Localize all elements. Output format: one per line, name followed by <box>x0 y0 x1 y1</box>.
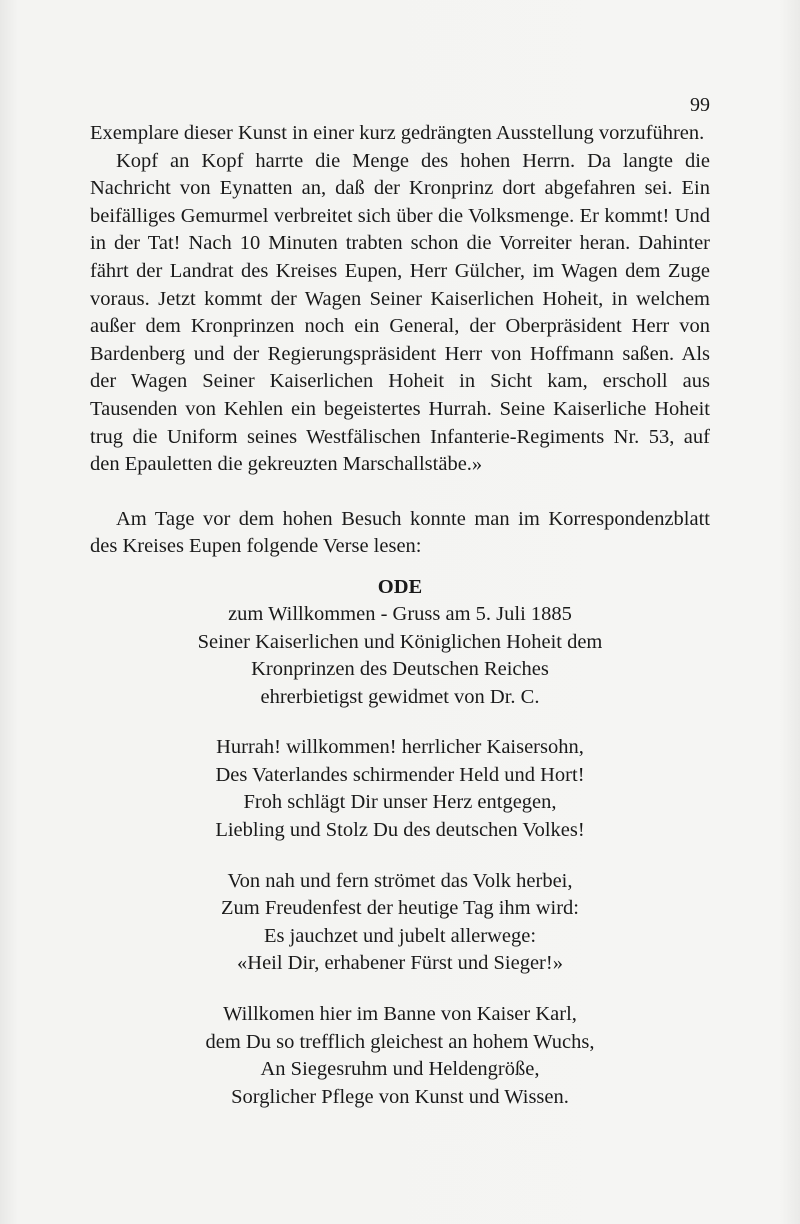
page-number: 99 <box>690 94 710 116</box>
paragraph-gap <box>90 479 710 506</box>
poem <box>90 573 710 1112</box>
poem-dedication <box>90 601 710 711</box>
poem-stanza-1 <box>90 734 710 844</box>
verse-line: Hurrah! willkommen! herrlicher Kaisersohn, <box>216 736 584 759</box>
verse-line: Liebling und Stolz Du des deutschen Volkes! <box>215 819 585 842</box>
verse-line: Des Vaterlandes schirmender Held und Hort! <box>215 763 585 786</box>
verse-line: Es jauchzet und jubelt allerwege: <box>263 924 537 947</box>
verse-line: Willkomen hier im Banne von Kaiser Karl, <box>223 1003 577 1026</box>
poem-stanza-3 <box>90 1001 710 1111</box>
verse-line: Froh schlägt Dir unser Herz entgegen, <box>243 791 557 814</box>
verse-line: «Heil Dir, erhabener Fürst und Sieger!» <box>237 952 563 975</box>
verse-line: dem Du so trefflich gleichest an hohem Wuchs, <box>205 1030 595 1053</box>
dedication-line: Seiner Kaiserlichen und Königlichen Hoheit dem <box>197 630 603 653</box>
verse-line: Sorglicher Pflege von Kunst und Wissen. <box>231 1085 569 1108</box>
poem-title: ODE <box>377 575 423 598</box>
paragraph-3: Am Tage vor dem hohen Besuch konnte man im Korrespondenzblatt des Kreises Eupen folgende Verse lesen: <box>90 507 710 558</box>
dedication-line: zum Willkommen - Gruss am 5. Juli 1885 <box>228 602 572 625</box>
verse-line: Zum Freudenfest der heutige Tag ihm wird: <box>221 897 579 920</box>
paragraph-2: Kopf an Kopf harrte die Menge des hohen Herrn. Da langte die Nachricht von Eynatten an, daß der Kronprinz dort abgefahren sei. Ein beifälliges Gemurmel verbreitet sich über die Volksmenge. Er kommt! Und in der Tat! Nach 10 Minuten trabten schon die Vorreiter heran. Dahinter fährt der Landrat des Kreises Eupen, Herr Gülcher, im Wagen dem Zuge voraus. Jetzt kommt der Wagen Seiner Kaiserlichen Hoheit, in welchem außer dem Kronprinzen noch ein General, der Oberpräsident Herr von Bardenberg und der Regierungspräsident Herr von Hoffmann saßen. Als der Wagen Seiner Kaiserlichen Hoheit in Sicht kam, erscholl aus Tausenden von Kehlen ein begeistertes Hurrah. Seine Kaiserliche Hoheit trug die Uniform seines Westfälischen Infanterie-Regiments Nr. 53, auf den Epauletten die gekreuzten Marschallstäbe.» <box>90 149 710 476</box>
paragraph-1: Exemplare dieser Kunst in einer kurz gedrängten Ausstellung vorzuführen. <box>90 122 705 144</box>
poem-stanza-2 <box>90 868 710 978</box>
verse-line: An Siegesruhm und Heldengröße, <box>260 1058 540 1081</box>
dedication-line: Kronprinzen des Deutschen Reiches <box>251 658 549 681</box>
verse-line: Von nah und fern strömet das Volk herbei, <box>227 869 573 892</box>
page-body <box>90 120 710 1111</box>
dedication-line: ehrerbietigst gewidmet von Dr. C. <box>260 685 540 708</box>
